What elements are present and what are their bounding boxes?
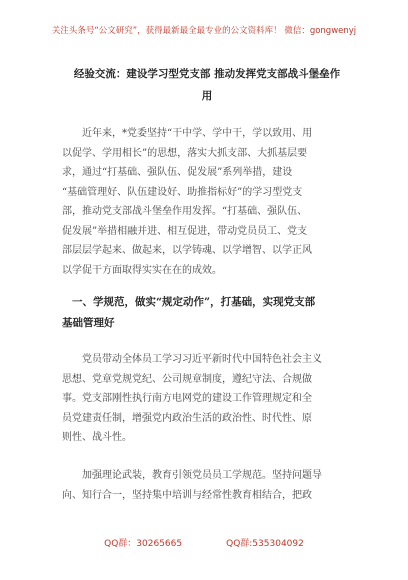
paragraph-body-1 (62, 350, 354, 448)
paragraph-line: 促发展”举措相融并进、相互促进，带动党员员工、党支 (62, 225, 308, 237)
paragraph-line: 则性、战斗性。 (62, 432, 132, 443)
paragraph-line: 思想、党章党规党纪、公司规章制度，遵纪守法、合规做 (62, 373, 312, 385)
heading-line: 一、学规范，做实“规定动作”，打基础，实现党支部 (72, 296, 316, 308)
title-line: 用 (201, 90, 213, 102)
paragraph-line: 党员带动全体员工学习习近平新时代中国特色社会主义 (82, 354, 322, 365)
paragraph-line: 以促学、学用相长”的思想，落实大抓支部、大抓基层要 (62, 147, 308, 159)
title-line: 经验交流：建设学习型党支部 推动发挥党支部战斗堡垒作 (73, 68, 341, 80)
paragraph-line: 以学促干方面取得实实在在的成效。 (62, 264, 222, 276)
paragraph-line: 部，推动党支部战斗堡垒作用发挥。“打基础、强队伍、 (62, 206, 308, 217)
paragraph-line: 事。党支部刚性执行南方电网党的建设工作管理规定和全 (62, 393, 312, 404)
footer-qq-group-2: QQ群:535304092 (226, 539, 304, 549)
section-heading (62, 292, 354, 334)
paragraph-line: “基础管理好、队伍建设好、助推指标好”的学习型党支 (62, 186, 303, 198)
heading-line: 基础管理好 (62, 317, 115, 329)
paragraph-intro (62, 124, 354, 280)
paragraph-body-2 (62, 466, 354, 505)
paragraph-line: 近年来，*党委坚持“干中学、学中干，学以致用、用 (82, 128, 313, 139)
paragraph-line: 部层层学起来、做起来，以学铸魂、以学增智、以学正风 (62, 245, 312, 256)
paragraph-line: 向、知行合一，坚持集中培训与经常性教育相结合，把政 (62, 489, 312, 501)
paragraph-line: 求，通过“打基础、强队伍、促发展”系列举措，建设 (62, 167, 293, 178)
page-footer (0, 536, 408, 549)
paragraph-line: 员党建责任制，增强党内政治生活的政治性、时代性、原 (62, 412, 312, 424)
footer-qq-group-1: QQ群：30265665 (104, 539, 183, 549)
page-header-notice: 关注头条号“公文研究”，获得最新最全最专业的公文资料库！ 微信：gongwenyj (51, 26, 357, 36)
paragraph-line: 加强理论武装，教育引领党员员工学规范。坚持问题导 (82, 470, 322, 481)
document-title (62, 63, 352, 107)
